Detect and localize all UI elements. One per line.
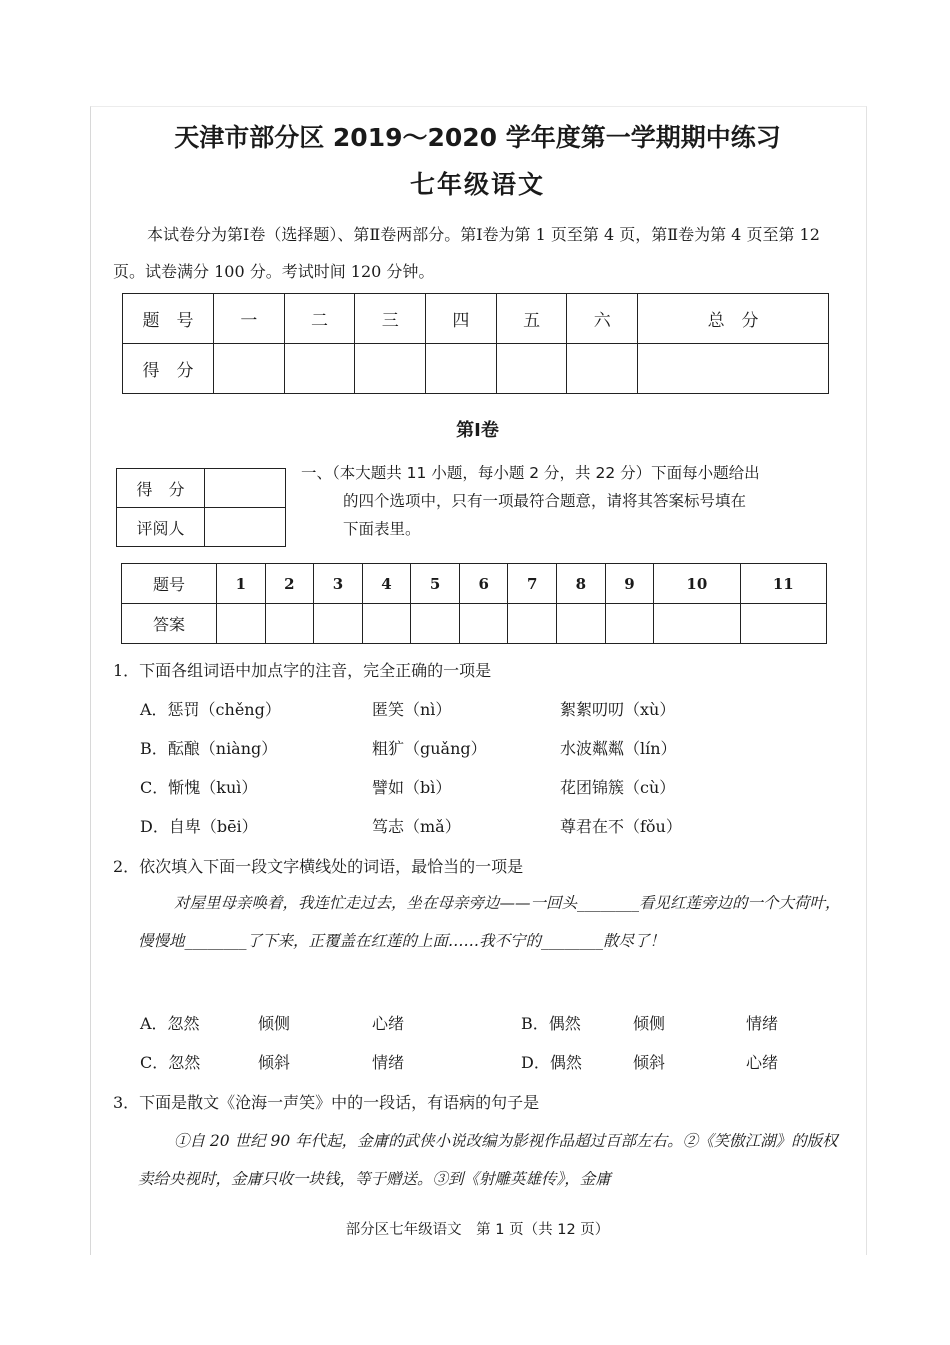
q1-stem: 1．下面各组词语中加点字的注音，完全正确的一项是 [113,661,492,680]
q1-option-b-3: 水波粼粼（lín） [560,739,677,758]
q2-stem: 2．依次填入下面一段文字横线处的词语，最恰当的一项是 [113,857,524,876]
q3-stem: 3．下面是散文《沧海一声笑》中的一段话，有语病的句子是 [113,1093,540,1112]
q2-option-c-2: 倾斜 [258,1053,291,1072]
q1-option-c-1: C．惭愧（kuì） [140,778,258,797]
q1-option-b-2: 粗犷（guǎng） [372,739,487,758]
answer-cell[interactable] [411,604,460,644]
answer-row-label: 答案 [122,604,217,644]
q1-option-d-2: 笃志（mǎ） [372,817,461,836]
exam-title: 天津市部分区 2019～2020 学年度第一学期期中练习 [174,123,781,152]
score-cell: 四 [426,294,497,344]
score-entry-cell[interactable] [284,344,355,394]
answer-cell[interactable] [557,604,606,644]
answer-cell[interactable] [508,604,557,644]
answer-cell[interactable] [654,604,740,644]
answer-cell[interactable] [605,604,654,644]
question-number: 4 [362,564,411,604]
answer-row-label: 题号 [122,564,217,604]
section1-line3: 下面表里。 [343,520,421,538]
q2-option-a-1: A．忽然 [140,1014,200,1033]
score-table-score-row [123,344,829,394]
q2-passage: 对屋里母亲唤着，我连忙走过去，坐在母亲旁边——一回头________看见红莲旁边的一个大荷叶，慢慢地________了下来，正覆盖在红莲的上面……我不宁的________散尽了！ [138,894,841,950]
q1-option-b-1: B．酝酿（niàng） [140,739,278,758]
score-cell: 总 分 [638,294,829,344]
answer-cell[interactable] [217,604,266,644]
grader-name-label: 评阅人 [117,508,205,547]
answer-number-row [122,564,827,604]
q1-option-a-2: 匿笑（nì） [372,700,452,719]
q1-option-c-2: 譬如（bì） [372,778,452,797]
q2-option-c-3: 情绪 [372,1053,405,1072]
q2-option-d-3: 心绪 [746,1053,779,1072]
q1-option-a-3: 絮絮叨叨（xù） [560,700,676,719]
q2-option-a-3: 心绪 [372,1014,405,1033]
score-cell: 五 [496,294,567,344]
q3-passage: ①自 20 世纪 90 年代起，金庸的武侠小说改编为影视作品超过百部左右。②《笑傲江湖》的版权卖给央视时，金庸只收一块钱，等于赠送。③到《射雕英雄传》，金庸 [138,1132,838,1188]
q1-option-a-1: A．惩罚（chěng） [140,700,281,719]
score-entry-cell[interactable] [638,344,829,394]
score-entry-cell[interactable] [355,344,426,394]
score-table-header-row [123,294,829,344]
question-number: 9 [605,564,654,604]
question-number: 1 [217,564,266,604]
question-number: 10 [654,564,740,604]
score-entry-cell[interactable] [567,344,638,394]
q2-option-b-3: 情绪 [746,1014,779,1033]
question-number: 3 [314,564,363,604]
q1-option-d-1: D．自卑（bēi） [140,817,258,836]
q2-option-c-1: C．忽然 [140,1053,201,1072]
exam-instructions: 本试卷分为第Ⅰ卷（选择题）、第Ⅱ卷两部分。第Ⅰ卷为第 1 页至第 4 页，第Ⅱ卷为第 4 页至第 12 页。试卷满分 100 分。考试时间 120 分钟。 [113,225,820,281]
score-cell: 一 [214,294,285,344]
answer-cell[interactable] [459,604,508,644]
volume-title: 第Ⅰ卷 [456,420,499,441]
grader-box [116,468,286,547]
exam-subject: 七年级语文 [409,170,545,199]
q1-option-d-3: 尊君在不（fǒu） [560,817,682,836]
answer-cell[interactable] [265,604,314,644]
q2-option-d-2: 倾斜 [633,1053,666,1072]
score-cell: 三 [355,294,426,344]
question-number: 6 [459,564,508,604]
question-number: 2 [265,564,314,604]
score-entry-cell[interactable] [426,344,497,394]
q1-option-c-3: 花团锦簇（cù） [560,778,676,797]
grader-name-cell[interactable] [205,508,286,547]
grader-score-label: 得 分 [117,469,205,508]
answer-cell[interactable] [740,604,826,644]
score-entry-cell[interactable] [214,344,285,394]
section1-instructions [301,459,846,543]
answer-entry-row [122,604,827,644]
score-table [122,293,829,394]
q2-option-b-2: 倾侧 [633,1014,666,1033]
answer-cell[interactable] [362,604,411,644]
answer-table [121,563,827,644]
grader-score-cell[interactable] [205,469,286,508]
page-footer: 部分区七年级语文 第 1 页（共 12 页） [345,1222,610,1238]
score-cell: 二 [284,294,355,344]
answer-cell[interactable] [314,604,363,644]
section1-head: 一、（本大题共 11 小题，每小题 2 分，共 22 分）下面每小题给出 [301,464,760,482]
score-row-label: 得 分 [123,344,214,394]
q2-option-b-1: B．偶然 [521,1014,581,1033]
score-cell: 六 [567,294,638,344]
question-number: 11 [740,564,826,604]
question-number: 7 [508,564,557,604]
score-cell: 题 号 [123,294,214,344]
question-number: 5 [411,564,460,604]
score-entry-cell[interactable] [496,344,567,394]
q2-option-a-2: 倾侧 [258,1014,291,1033]
q2-option-d-1: D．偶然 [521,1053,582,1072]
section1-line2: 的四个选项中，只有一项最符合题意，请将其答案标号填在 [343,492,747,510]
question-number: 8 [557,564,606,604]
